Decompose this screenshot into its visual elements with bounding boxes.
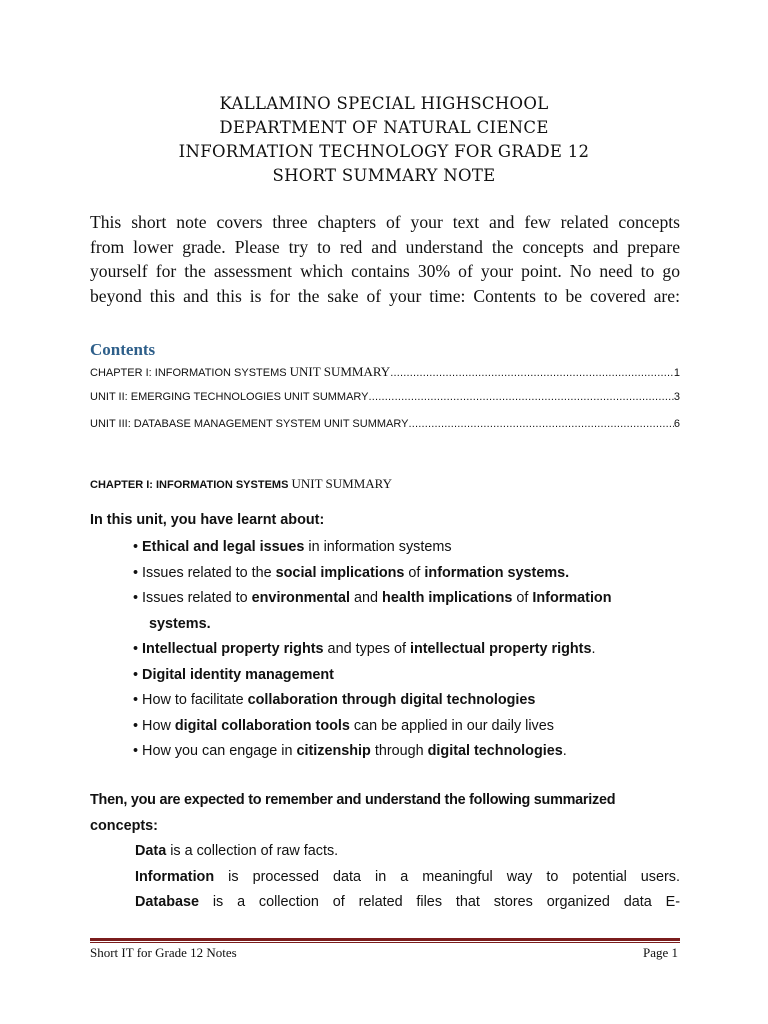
toc-page-number: 6 [673,418,680,430]
bullet-text: How you can engage in [142,743,297,759]
bullet-bold: collaboration through digital technologies [247,692,536,708]
document-title: SHORT SUMMARY NOTE [272,166,496,185]
list-item: • How you can engage in citizenship through digital technologies. [133,743,567,759]
section-heading-text: CHAPTER I: INFORMATION SYSTEMS [90,479,292,491]
course-title: INFORMATION TECHNOLOGY FOR GRADE 12 [178,142,590,161]
toc-label: UNIT III: DATABASE MANAGEMENT SYSTEM UNIT SUMMARY [90,418,409,430]
footer-title: Short IT for Grade 12 Notes [90,945,237,960]
bullet-text: How to facilitate [142,692,248,708]
list-item: • Ethical and legal issues in information systems [133,539,452,555]
learning-bullets [133,535,693,765]
toc-entry-unit-3[interactable] [90,418,680,430]
bullet-text: and types of [323,641,410,657]
toc-entry-unit-2[interactable] [90,391,680,403]
bullet-bold: intellectual property rights [409,641,592,657]
bullet-text: How [142,717,175,734]
intro-line: yourself for the assessment which contains 30% of your point. No need to go [90,261,680,281]
bullet-text: through [370,743,428,759]
expected-line: concepts: [90,817,158,834]
bullet-bold: health implications [382,590,513,606]
definition-term: Information [135,868,215,885]
intro-paragraph [90,210,680,308]
bullet-bold: digital collaboration tools [174,717,350,734]
intro-line: beyond this and this is for the sake of your time: Contents to be covered are: [90,285,680,306]
contents-heading: Contents [90,340,156,359]
intro-line: This short note covers three chapters of your text and few related concepts [90,212,680,232]
bullet-text: Issues related to [142,590,252,606]
expected-line: Then, you are expected to remember and understand the following summarized [90,792,616,808]
definition-data [135,839,680,865]
definition-text: is a collection of related files that stores organized data E- [199,894,680,910]
definition-database [135,890,680,916]
toc-entry-chapter-1[interactable] [90,364,680,380]
definitions-list [135,839,680,916]
toc-leader-dots [390,367,674,379]
bullet-bold: systems. [149,615,211,632]
footer-rule-thick [90,938,680,941]
list-item: • How digital collaboration tools can be applied in our daily lives [133,717,554,734]
definition-text: is processed data in a meaningful way to potential users. [214,868,680,885]
list-item: • Issues related to the social implications of information systems. [133,564,570,581]
intro-line: from lower grade. Please try to red and understand the concepts and prepare [90,236,680,257]
bullet-bold: information systems. [424,564,570,581]
bullet-bold: digital technologies [427,743,563,759]
expected-concepts-heading [90,788,690,839]
list-item: • Intellectual property rights and types of intellectual property rights. [133,641,596,657]
bullet-text: of [512,590,533,606]
list-item: • Digital identity management [133,666,334,683]
bullet-bold: citizenship [296,743,371,759]
bullet-text: . [591,641,596,657]
footer-rule-thin [90,942,680,943]
toc-page-number: 1 [673,367,680,379]
page-number: Page 1 [642,945,678,960]
bullet-text: of [404,564,425,581]
bullet-bold: Digital identity management [142,666,334,683]
bullet-text: and [350,590,383,606]
section-heading-suffix: UNIT SUMMARY [291,476,392,491]
bullet-text: Issues related to the [142,564,276,581]
toc-label: UNIT II: EMERGING TECHNOLOGIES UNIT SUMMARY [90,391,369,403]
document-header [0,92,768,188]
toc-label-suffix: UNIT SUMMARY [289,364,391,379]
unit-subheading: In this unit, you have learnt about: [90,512,325,528]
section-heading [90,476,392,492]
bullet-bold: social implications [275,564,405,581]
bullet-text: can be applied in our daily lives [349,717,554,734]
list-item: • Issues related to environmental and health implications of Information systems. [133,586,693,637]
toc-page-number: 3 [673,391,680,403]
bullet-bold: Ethical and legal issues [142,539,305,555]
definition-term: Database [135,894,199,910]
definition-text: is a collection of raw facts. [166,843,339,859]
list-item: • How to facilitate collaboration through digital technologies [133,692,536,708]
bullet-bold: Information [532,590,612,606]
bullet-text: in information systems [304,539,452,555]
definition-term: Data [135,843,167,859]
toc-leader-dots [408,418,673,430]
bullet-bold: Intellectual property rights [142,641,324,657]
department-name: DEPARTMENT OF NATURAL CIENCE [219,118,549,137]
bullet-bold: environmental [251,590,351,606]
toc-leader-dots [369,391,674,403]
bullet-text: . [562,743,567,759]
school-name: KALLAMINO SPECIAL HIGHSCHOOL [219,94,549,113]
definition-information [135,865,680,891]
toc-label: CHAPTER I: INFORMATION SYSTEMS [90,367,290,379]
